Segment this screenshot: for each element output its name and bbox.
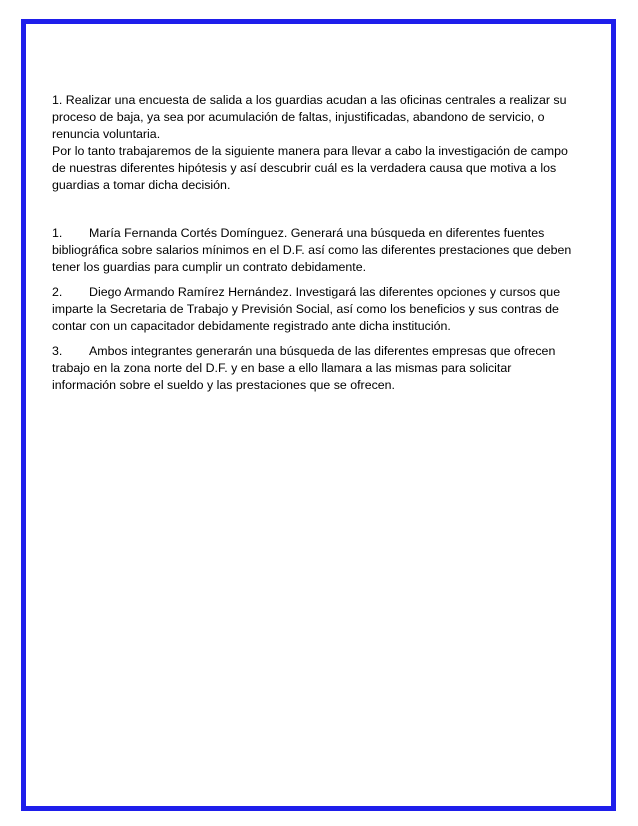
survey-point-paragraph: 1. Realizar una encuesta de salida a los guardias acudan a las oficinas centrales a realizar su proceso de baja, ya sea por acumulación de faltas, injustificadas, abandono de servicio, o renuncia voluntaria.: [52, 93, 567, 141]
spacer: [52, 194, 572, 225]
document-body: [52, 92, 572, 402]
assignment-text: María Fernanda Cortés Domínguez. Generará una búsqueda en diferentes fuentes bibliográfica sobre salarios mínimos en el D.F. así como las diferentes prestaciones que deben tener los guardias para cumplir un contrato debidamente.: [52, 226, 572, 274]
assignment-number: 3.: [52, 344, 63, 358]
assignment-number: 2.: [52, 285, 63, 299]
assignment-item-1: [52, 225, 572, 276]
assignment-item-2: [52, 284, 572, 335]
assignment-item-3: [52, 343, 572, 394]
assignment-text: Ambos integrantes generarán una búsqueda de las diferentes empresas que ofrecen trabajo en la zona norte del D.F. y en base a ello llamara a las mismas para solicitar información sobre el sueldo y las prestaciones que se ofrecen.: [52, 344, 556, 392]
methodology-paragraph: Por lo tanto trabajaremos de la siguiente manera para llevar a cabo la investigación de campo de nuestras diferentes hipótesis y así descubrir cuál es la verdadera causa que motiva a los guardias a tomar dicha decisión.: [52, 144, 568, 192]
assignment-text: Diego Armando Ramírez Hernández. Investigará las diferentes opciones y cursos que imparte la Secretaria de Trabajo y Previsión Social, así como los beneficios y sus contras de contar con un capacitador debidamente registrado ante dicha institución.: [52, 285, 561, 333]
assignment-number: 1.: [52, 226, 63, 240]
